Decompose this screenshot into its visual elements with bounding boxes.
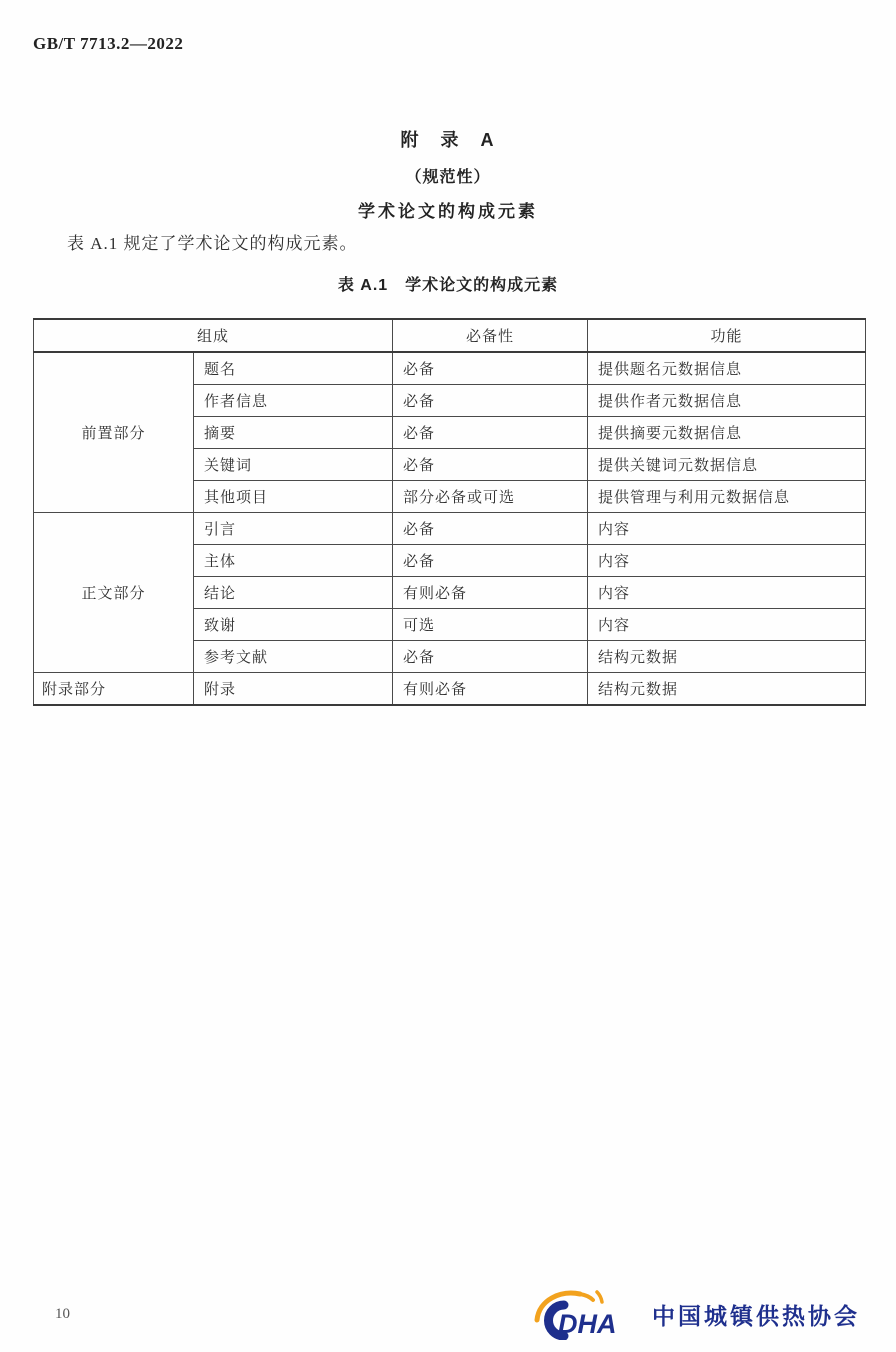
- function-cell: 提供作者元数据信息: [588, 385, 866, 417]
- necessity-cell: 有则必备: [393, 673, 588, 706]
- item-cell: 作者信息: [194, 385, 393, 417]
- standard-number: GB/T 7713.2—2022: [33, 34, 184, 53]
- table-row: [34, 513, 866, 545]
- item-cell: 题名: [194, 352, 393, 385]
- necessity-cell: 必备: [393, 641, 588, 673]
- function-cell: 提供摘要元数据信息: [588, 417, 866, 449]
- group-cell: 正文部分: [34, 513, 194, 673]
- function-cell: 内容: [588, 513, 866, 545]
- org-logo: [534, 1288, 860, 1340]
- function-cell: 内容: [588, 609, 866, 641]
- necessity-cell: 必备: [393, 352, 588, 385]
- header-function: 功能: [588, 319, 866, 352]
- group-cell: 附录部分: [34, 673, 194, 706]
- components-table: [33, 318, 866, 706]
- necessity-cell: 有则必备: [393, 577, 588, 609]
- necessity-cell: 必备: [393, 513, 588, 545]
- function-cell: 提供管理与利用元数据信息: [588, 481, 866, 513]
- appendix-heading: 学术论文的构成元素: [358, 202, 538, 221]
- page-number: 10: [55, 1306, 70, 1322]
- necessity-cell: 必备: [393, 545, 588, 577]
- appendix-subtitle: （规范性）: [405, 169, 491, 186]
- necessity-cell: 必备: [393, 417, 588, 449]
- function-cell: 提供题名元数据信息: [588, 352, 866, 385]
- group-cell: 前置部分: [34, 352, 194, 513]
- intro-paragraph: 表 A.1 规定了学术论文的构成元素。: [67, 234, 358, 253]
- item-cell: 关键词: [194, 449, 393, 481]
- logo-acronym-text: DHA: [558, 1309, 617, 1339]
- item-cell: 参考文献: [194, 641, 393, 673]
- header-composition: 组成: [34, 319, 393, 352]
- function-cell: 提供关键词元数据信息: [588, 449, 866, 481]
- function-cell: 内容: [588, 545, 866, 577]
- table-header-row: [34, 319, 866, 352]
- necessity-cell: 部分必备或可选: [393, 481, 588, 513]
- item-cell: 附录: [194, 673, 393, 706]
- appendix-title-block: [0, 126, 896, 222]
- necessity-cell: 必备: [393, 385, 588, 417]
- item-cell: 结论: [194, 577, 393, 609]
- function-cell: 结构元数据: [588, 641, 866, 673]
- necessity-cell: 必备: [393, 449, 588, 481]
- cdha-logo-icon: [534, 1288, 644, 1340]
- table-row: [34, 352, 866, 385]
- function-cell: 结构元数据: [588, 673, 866, 706]
- item-cell: 主体: [194, 545, 393, 577]
- function-cell: 内容: [588, 577, 866, 609]
- org-name: 中国城镇供热协会: [652, 1302, 860, 1329]
- item-cell: 引言: [194, 513, 393, 545]
- table-body: [34, 352, 866, 705]
- header-necessity: 必备性: [393, 319, 588, 352]
- appendix-title: 附 录 A: [400, 130, 496, 150]
- item-cell: 致谢: [194, 609, 393, 641]
- table-caption: 表 A.1 学术论文的构成元素: [337, 277, 559, 294]
- item-cell: 摘要: [194, 417, 393, 449]
- necessity-cell: 可选: [393, 609, 588, 641]
- item-cell: 其他项目: [194, 481, 393, 513]
- table-row: [34, 673, 866, 706]
